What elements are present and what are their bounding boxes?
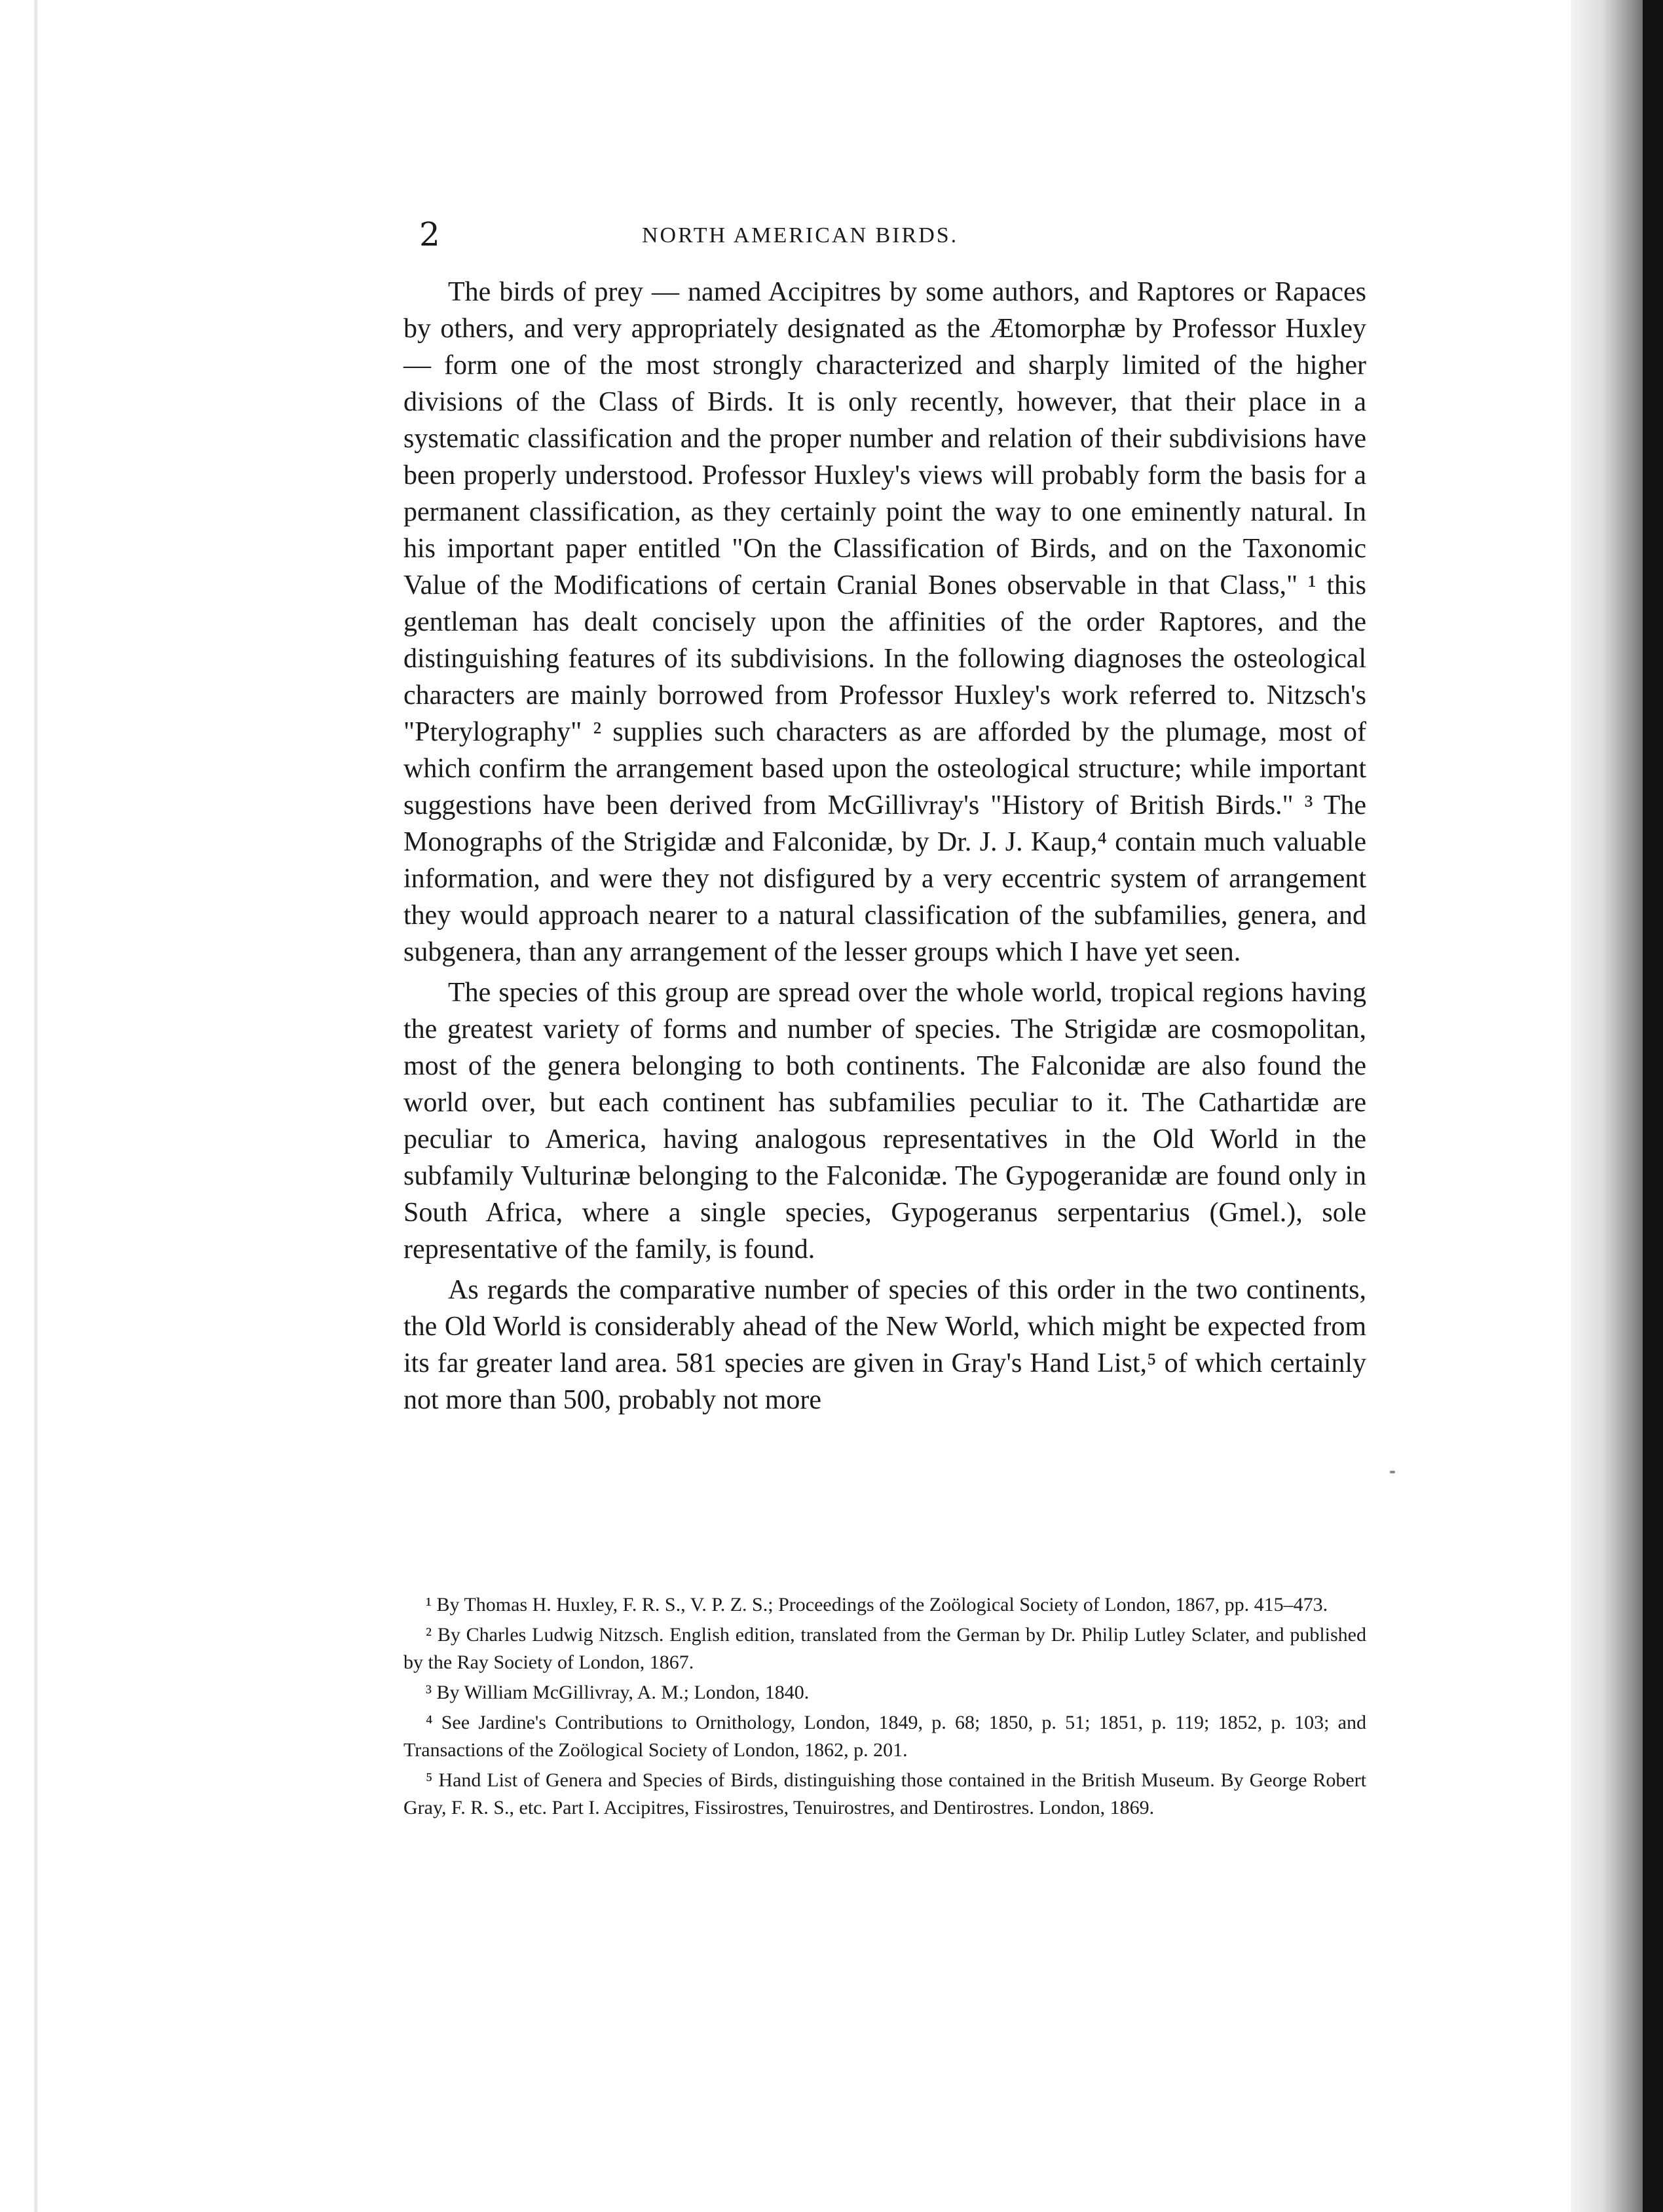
footnote-1: ¹ By Thomas H. Huxley, F. R. S., V. P. Z. S.; Proceedings of the Zoölogical Society of London, 1867, pp. 415–473.: [426, 1594, 1328, 1615]
footnote-2: ² By Charles Ludwig Nitzsch. English edition, translated from the German by Dr. Philip Lutley Sclater, and published by the Ray Society of London, 1867.: [403, 1624, 1366, 1673]
footnote-4: ⁴ See Jardine's Contributions to Ornithology, London, 1849, p. 68; 1850, p. 51; 1851, p. 119; 1852, p. 103; and Transactions of the Zoölogical Society of London, 1862, p. 201.: [403, 1712, 1366, 1761]
book-spine: [1643, 0, 1663, 2212]
paragraph-species-count: As regards the comparative number of species of this order in the two continents, the Old World is considerably ahead of the New World, which might be expected from its far greater land area. 581 species are given in Gray's Hand List,⁵ of which certainly not more than 500, probably not more: [403, 1275, 1366, 1415]
main-text: [403, 274, 1366, 1418]
running-title: NORTH AMERICAN BIRDS.: [642, 223, 959, 248]
page-edge-shadow: [34, 0, 38, 2212]
paragraph-distribution: The species of this group are spread over the whole world, tropical regions having the greatest variety of forms and number of species. The Strigidæ are cosmopolitan, most of the genera belonging to both continents. The Falconidæ are also found the world over, but each continent has subfamilies peculiar to it. The Cathartidæ are peculiar to America, having analogous representatives in the Old World in the subfamily Vulturinæ belonging to the Falconidæ. The Gypogeranidæ are found only in South Africa, where a single species, Gypogeranus serpentarius (Gmel.), sole representative of the family, is found.: [403, 978, 1366, 1264]
footnote-3: ³ By William McGillivray, A. M.; London, 1840.: [426, 1682, 810, 1703]
page-header: [419, 215, 1360, 254]
book-gutter-shadow: [1571, 0, 1663, 2212]
paragraph-intro: The birds of prey — named Accipitres by some authors, and Raptores or Rapaces by others, and very appropriately designated as the Ætomorphæ by Professor Huxley — form one of the most strongly characterized and sharply limited of the higher divisions of the Class of Birds. It is only recently, however, that their place in a systematic classification and the proper number and relation of their subdivisions have been properly understood. Professor Huxley's views will probably form the basis for a permanent classification, as they certainly point the way to one eminently natural. In his important paper entitled "On the Classification of Birds, and on the Taxonomic Value of the Modifications of certain Cranial Bones observable in that Class," ¹ this gentleman has dealt concisely upon the affinities of the order Raptores, and the distinguishing features of its subdivisions. In the following diagnoses the osteological characters are mainly borrowed from Professor Huxley's work referred to. Nitzsch's "Pterylography" ² supplies such characters as are afforded by the plumage, most of which confirm the arrangement based upon the osteological structure; while important suggestions have been derived from McGillivray's "History of British Birds." ³ The Monographs of the Strigidæ and Falconidæ, by Dr. J. J. Kaup,⁴ contain much valuable information, and were they not disfigured by a very eccentric system of arrangement they would approach nearer to a natural classification of the subfamilies, genera, and subgenera, than any arrangement of the lesser groups which I have yet seen.: [403, 277, 1366, 967]
footnote-5: ⁵ Hand List of Genera and Species of Birds, distinguishing those contained in the British Museum. By George Robert Gray, F. R. S., etc. Part I. Accipitres, Fissirostres, Tenuirostres, and Dentirostres. London, 1869.: [403, 1769, 1366, 1818]
page-number: 2: [419, 215, 440, 253]
footnotes: [403, 1591, 1366, 1824]
scan-speck: [1390, 1471, 1395, 1473]
